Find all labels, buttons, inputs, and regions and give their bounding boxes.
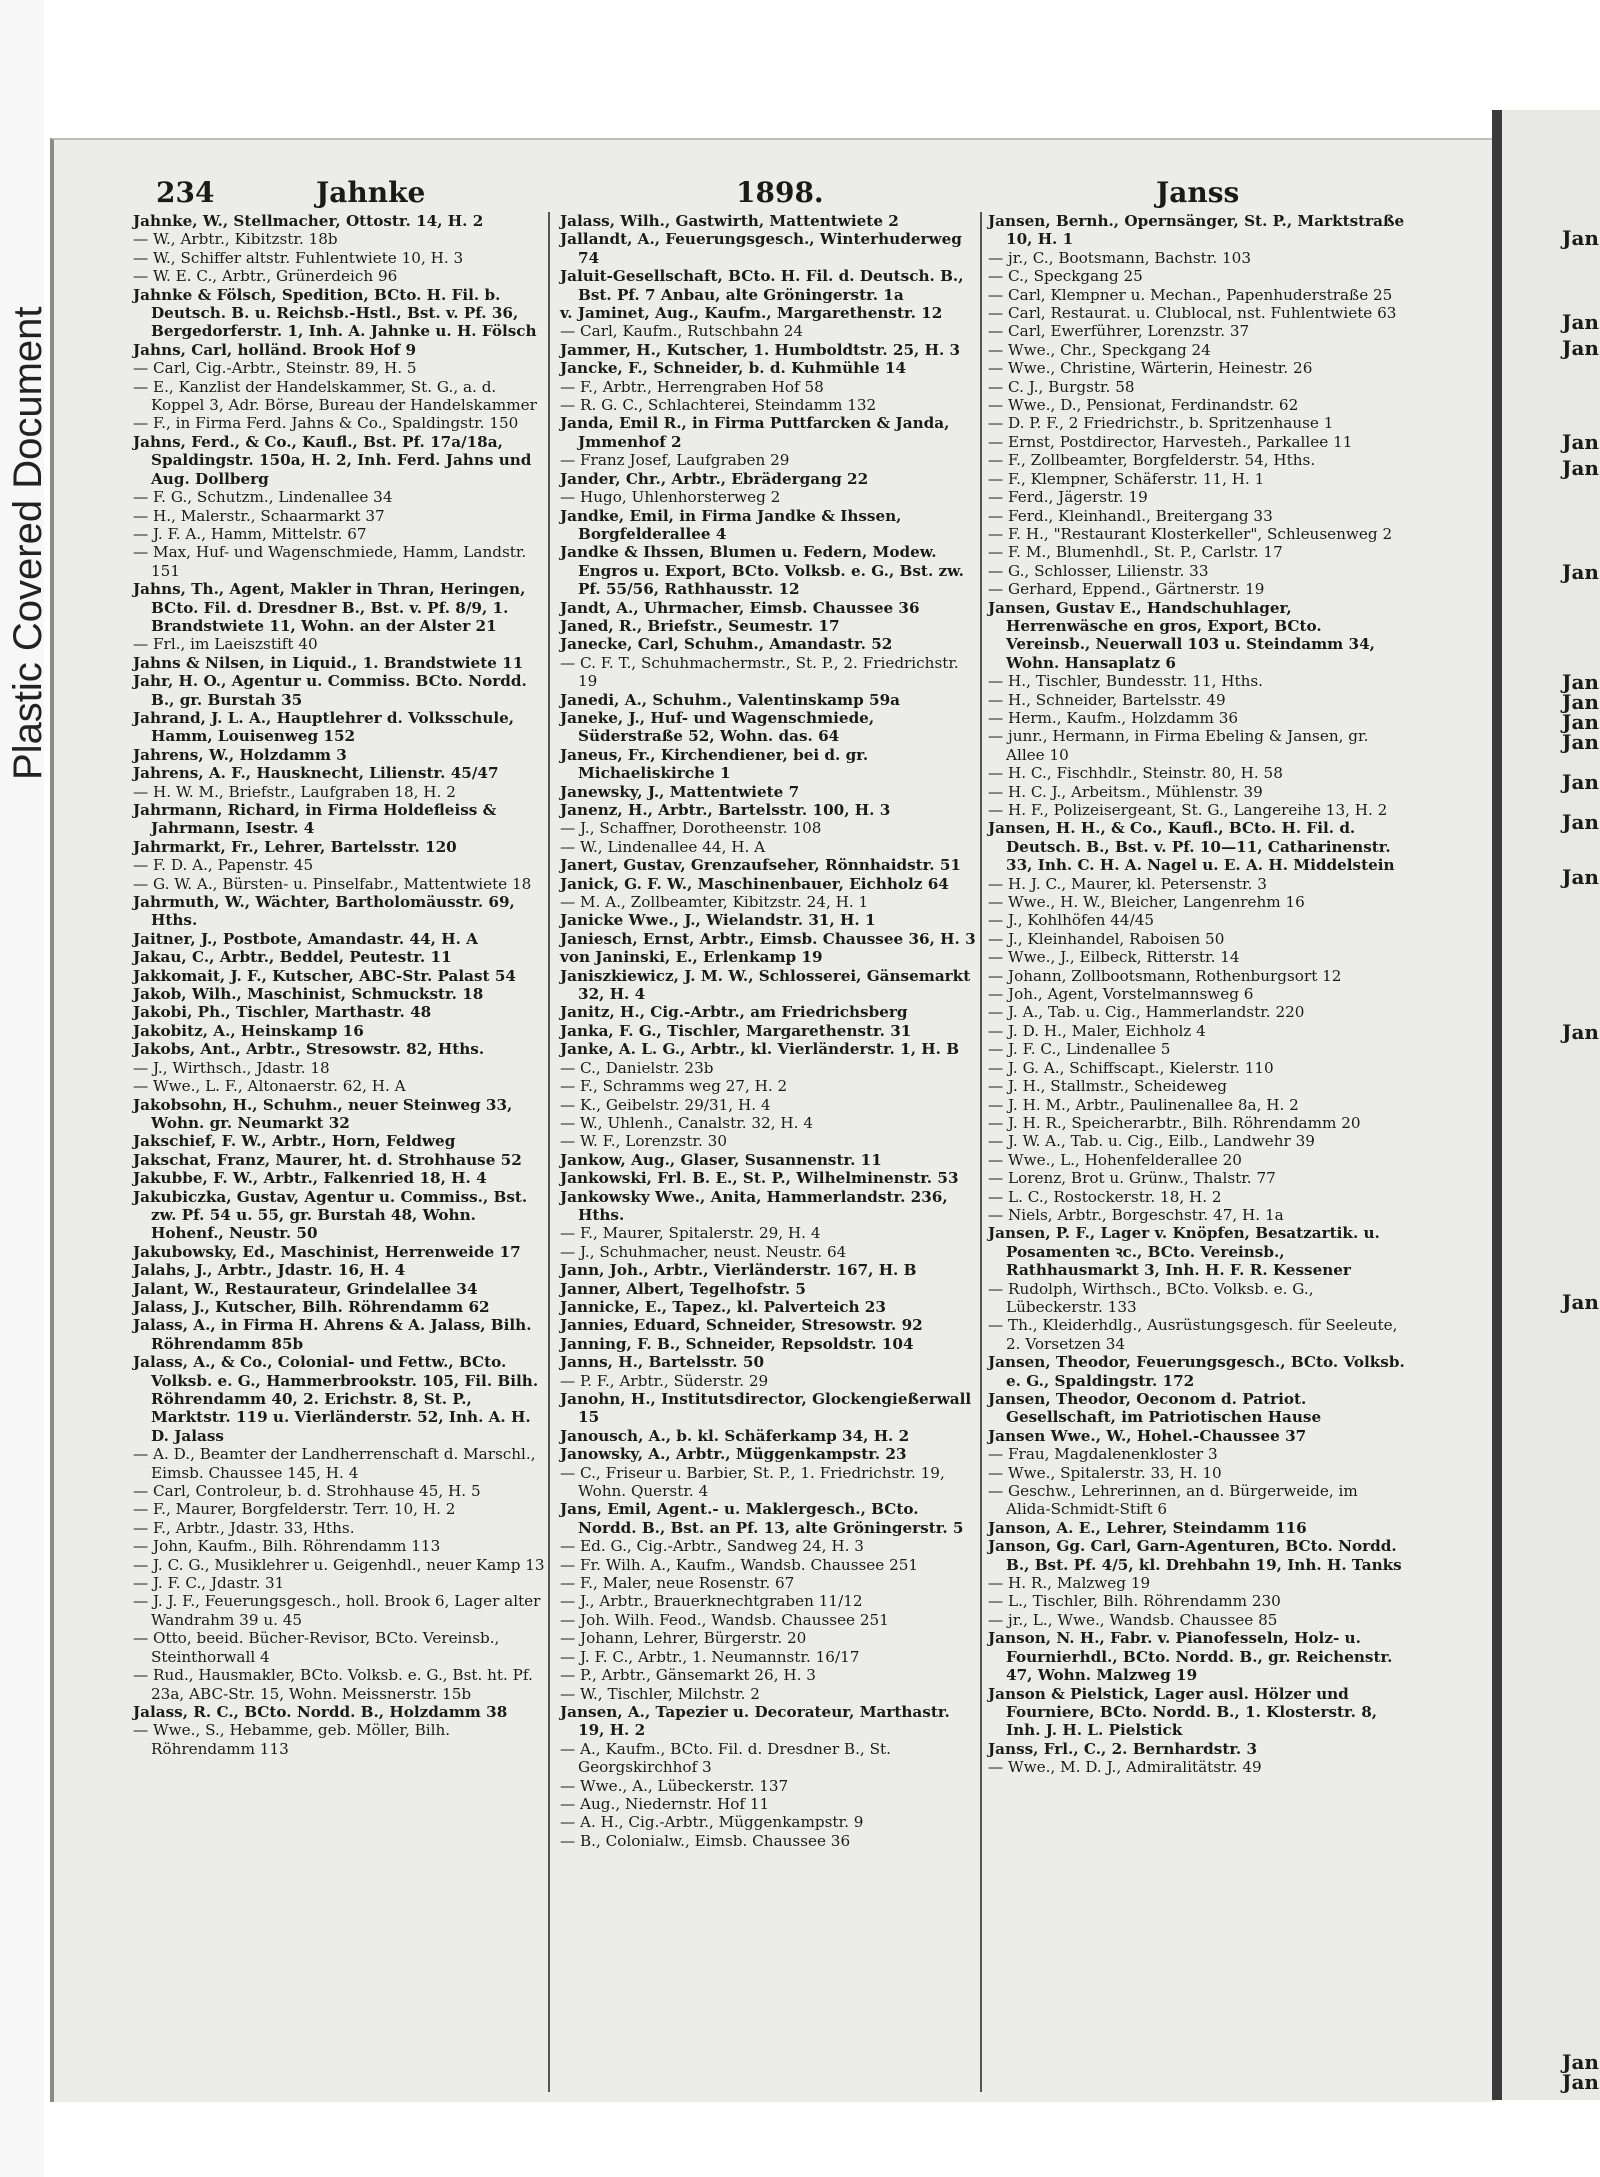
directory-entry: Janson, N. H., Fabr. v. Pianofesseln, Holz- u. Fournierhdl., BCto. Nordd. B., gr. Reichenstr. 47, Wohn. Malzweg 19 <box>988 1629 1393 1685</box>
directory-entry: — W., Lindenallee 44, H. A <box>560 837 766 856</box>
directory-entry: — J., Kohlhöfen 44/45 <box>988 911 1155 930</box>
directory-entry: — Joh. Wilh. Feod., Wandsb. Chaussee 251 <box>560 1610 889 1629</box>
directory-entry: — Otto, beeid. Bücher-Revisor, BCto. Vereinsb., Steinthorwall 4 <box>133 1629 500 1666</box>
directory-entry: — J. F. C., Lindenallee 5 <box>988 1040 1171 1059</box>
directory-entry: — Franz Josef, Laufgraben 29 <box>560 451 790 470</box>
directory-entry: — G. W. A., Bürsten- u. Pinselfabr., Mattentwiete 18 <box>133 874 532 893</box>
directory-entry: — Frau, Magdalenenkloster 3 <box>988 1445 1218 1464</box>
directory-entry: Janson, Gg. Carl, Garn-Agenturen, BCto. Nordd. B., Bst. Pf. 4/5, kl. Drehbahn 19, Inh. H. Tanks <box>988 1537 1402 1574</box>
directory-entry: Janeke, J., Huf- und Wagenschmiede, Süderstraße 52, Wohn. das. 64 <box>560 708 875 746</box>
directory-entry: Jakau, C., Arbtr., Beddel, Peutestr. 11 <box>133 948 452 967</box>
directory-entry: — Wwe., Chr., Speckgang 24 <box>988 340 1211 359</box>
directory-entry: — F., Maurer, Spitalerstr. 29, H. 4 <box>560 1224 821 1243</box>
directory-entry: Jakubiczka, Gustav, Agentur u. Commiss., Bst. zw. Pf. 54 u. 55, gr. Burstah 48, Wohn. Hohenf., Neustr. 50 <box>133 1187 528 1243</box>
directory-entry: — Frl., im Laeiszstift 40 <box>133 635 318 654</box>
directory-entry: Janitz, H., Cig.-Arbtr., am Friedrichsberg <box>560 1003 908 1022</box>
directory-entry: — J. F. C., Jdastr. 31 <box>133 1574 285 1593</box>
directory-entry: — H., Malerstr., Schaarmarkt 37 <box>133 506 385 525</box>
directory-entry: Jakobsohn, H., Schuhm., neuer Steinweg 33, Wohn. gr. Neumarkt 32 <box>133 1095 513 1132</box>
directory-entry: — Carl, Ewerführer, Lorenzstr. 37 <box>988 322 1250 341</box>
directory-entry: — Carl, Controleur, b. d. Strohhause 45, H. 5 <box>133 1482 481 1501</box>
directory-entry: — Lorenz, Brot u. Grünw., Thalstr. 77 <box>988 1169 1276 1188</box>
page-gutter <box>1492 110 1502 2100</box>
directory-entry: Jammer, H., Kutscher, 1. Humboldtstr. 25, H. 3 <box>560 340 961 359</box>
directory-entry: — J., Arbtr., Brauerknechtgraben 11/12 <box>560 1592 863 1611</box>
directory-entry: — Niels, Arbtr., Borgeschstr. 47, H. 1a <box>988 1205 1284 1224</box>
directory-entry: — F., Arbtr., Herrengraben Hof 58 <box>560 377 824 396</box>
directory-entry: — Geschw., Lehrerinnen, an d. Bürgerweide, im Alida-Schmidt-Stift 6 <box>988 1482 1358 1519</box>
directory-entry: — Ferd., Jägerstr. 19 <box>988 488 1148 507</box>
directory-entry: Janiesch, Ernst, Arbtr., Eimsb. Chaussee 36, H. 3 <box>560 929 976 948</box>
directory-entry: — H. C. J., Arbeitsm., Mühlenstr. 39 <box>988 782 1263 801</box>
directory-entry: — J. W. A., Tab. u. Cig., Eilb., Landwehr 39 <box>988 1132 1315 1151</box>
directory-entry: — H. C., Fischhdlr., Steinstr. 80, H. 58 <box>988 764 1283 783</box>
directory-entry: — Ed. G., Cig.-Arbtr., Sandweg 24, H. 3 <box>560 1537 864 1556</box>
directory-entry: — J., Kleinhandel, Raboisen 50 <box>988 929 1225 948</box>
directory-entry: — F., in Firma Ferd. Jahns & Co., Spaldingstr. 150 <box>133 414 519 433</box>
directory-entry: — W., Uhlenh., Canalstr. 32, H. 4 <box>560 1113 813 1132</box>
directory-entry: — C. J., Burgstr. 58 <box>988 377 1135 396</box>
directory-entry: — Joh., Agent, Vorstelmannsweg 6 <box>988 985 1254 1004</box>
directory-entry: — Carl, Cig.-Arbtr., Steinstr. 89, H. 5 <box>133 359 417 378</box>
directory-entry: Janda, Emil R., in Firma Puttfarcken & Janda, Jmmenhof 2 <box>560 414 950 451</box>
directory-entry: Janed, R., Briefstr., Seumestr. 17 <box>560 616 840 635</box>
directory-entry: — F., Arbtr., Jdastr. 33, Hths. <box>133 1518 355 1537</box>
directory-entry: — W. F., Lorenzstr. 30 <box>560 1132 728 1151</box>
left-catchword: Jahnke <box>316 176 426 209</box>
directory-entry: Jans, Emil, Agent.- u. Maklergesch., BCto. Nordd. B., Bst. an Pf. 13, alte Gröningerstr. 5 <box>560 1500 964 1537</box>
directory-entry: Jalant, W., Restaurateur, Grindelallee 34 <box>133 1279 478 1298</box>
directory-entry: — junr., Hermann, in Firma Ebeling & Jansen, gr. Allee 10 <box>988 727 1369 764</box>
directory-entry: Jander, Chr., Arbtr., Ebrädergang 22 <box>560 469 869 488</box>
column-middle <box>560 212 978 1850</box>
running-head <box>146 176 1416 216</box>
directory-entry: — B., Colonialw., Eimsb. Chaussee 36 <box>560 1831 851 1850</box>
directory-entry: Jahrmuth, W., Wächter, Bartholomäusstr. 69, Hths. <box>133 893 515 930</box>
directory-entry: — Wwe., J., Eilbeck, Ritterstr. 14 <box>988 948 1240 967</box>
directory-entry: Janowsky, A., Arbtr., Müggenkampstr. 23 <box>560 1445 907 1464</box>
directory-entry: Janning, F. B., Schneider, Repsoldstr. 104 <box>560 1334 914 1353</box>
directory-entry: — A. D., Beamter der Landherrenschaft d. Marschl., Eimsb. Chaussee 145, H. 4 <box>133 1445 536 1482</box>
directory-entry: Jahrens, W., Holzdamm 3 <box>133 745 347 764</box>
directory-entry: — F. D. A., Papenstr. 45 <box>133 856 314 875</box>
directory-entry: — F., Maler, neue Rosenstr. 67 <box>560 1574 795 1593</box>
directory-entry: Janick, G. F. W., Maschinenbauer, Eichholz 64 <box>560 874 949 893</box>
directory-entry: — F., Zollbeamter, Borgfelderstr. 54, Hths. <box>988 451 1316 470</box>
directory-entry: Jansen, Gustav E., Handschuhlager, Herrenwäsche en gros, Export, BCto. Vereinsb., Neuerwall 103 u. Steindamm 34, Wohn. Hansaplatz 6 <box>988 598 1375 672</box>
directory-entry: — C. F. T., Schuhmachermstr., St. P., 2. Friedrichstr. 19 <box>560 653 959 691</box>
directory-entry: Jahns, Carl, holländ. Brook Hof 9 <box>133 340 417 359</box>
directory-entry: Janns, H., Bartelsstr. 50 <box>560 1353 765 1372</box>
directory-entry: Jalass, A., in Firma H. Ahrens & A. Jalass, Bilh. Röhrendamm 85b <box>133 1316 532 1353</box>
column-left <box>133 212 551 1758</box>
directory-entry: — Rud., Hausmakler, BCto. Volksb. e. G., Bst. ht. Pf. 23a, ABC-Str. 15, Wohn. Meissnerstr. 15b <box>133 1666 533 1703</box>
directory-entry: Jannicke, E., Tapez., kl. Palverteich 23 <box>560 1297 886 1316</box>
directory-entry: Jansen, Theodor, Feuerungsgesch., BCto. Volksb. e. G., Spaldingstr. 172 <box>988 1353 1405 1390</box>
directory-entry: — Hugo, Uhlenhorsterweg 2 <box>560 488 781 507</box>
directory-entry: Jakob, Wilh., Maschinist, Schmuckstr. 18 <box>133 985 484 1004</box>
directory-entry: Jakubbe, F. W., Arbtr., Falkenried 18, H. 4 <box>133 1169 487 1188</box>
directory-entry: Jankow, Aug., Glaser, Susannenstr. 11 <box>560 1150 882 1169</box>
directory-entry: — K., Geibelstr. 29/31, H. 4 <box>560 1095 771 1114</box>
directory-entry: Jalahs, J., Arbtr., Jdastr. 16, H. 4 <box>133 1261 406 1280</box>
directory-entry: — F. G., Schutzm., Lindenallee 34 <box>133 488 393 507</box>
directory-entry: Jansen, Bernh., Opernsänger, St. P., Marktstraße 10, H. 1 <box>988 212 1405 249</box>
directory-entry: Jansen Wwe., W., Hohel.-Chaussee 37 <box>988 1426 1307 1445</box>
directory-entry: — L., Tischler, Bilh. Röhrendamm 230 <box>988 1592 1281 1611</box>
directory-entry: Janson, A. E., Lehrer, Steindamm 116 <box>988 1518 1307 1537</box>
directory-entry: Janohn, H., Institutsdirector, Glockengießerwall 15 <box>560 1390 972 1427</box>
directory-entry: Janss, Frl., C., 2. Bernhardstr. 3 <box>988 1739 1258 1758</box>
directory-entry: Jankowsky Wwe., Anita, Hammerlandstr. 236, Hths. <box>560 1187 948 1224</box>
directory-entry: — H. F., Polizeisergeant, St. G., Langereihe 13, H. 2 <box>988 801 1388 819</box>
directory-entry: Jaitner, J., Postbote, Amandastr. 44, H. A <box>133 929 478 948</box>
directory-entry: Jansen, P. F., Lager v. Knöpfen, Besatzartik. u. Posamenten ꝛc., BCto. Vereinsb., Rathhausmarkt 3, Inh. H. F. R. Kessener <box>988 1224 1380 1280</box>
directory-entry: — H. R., Malzweg 19 <box>988 1574 1151 1593</box>
directory-entry: Jahns, Th., Agent, Makler in Thran, Heringen, BCto. Fil. d. Dresdner B., Bst. v. Pf. 8/9, 1. Brandstwiete 11, Wohn. an der Alster 21 <box>133 580 526 635</box>
directory-entry: — J. F. A., Hamm, Mittelstr. 67 <box>133 524 367 543</box>
directory-entry: v. Jaminet, Aug., Kaufm., Margarethenstr. 12 <box>560 304 943 323</box>
directory-entry: — H., Tischler, Bundesstr. 11, Hths. <box>988 672 1264 691</box>
scan-margin <box>0 0 50 2177</box>
year-heading: 1898. <box>736 176 824 209</box>
directory-entry: Janert, Gustav, Grenzaufseher, Rönnhaidstr. 51 <box>560 856 961 875</box>
directory-entry: Jahns & Nilsen, in Liquid., 1. Brandstwiete 11 <box>133 653 524 672</box>
directory-entry: — J. C. G., Musiklehrer u. Geigenhdl., neuer Kamp 13 <box>133 1555 545 1574</box>
directory-entry: — J. D. H., Maler, Eichholz 4 <box>988 1021 1206 1040</box>
directory-entry: — J. F. C., Arbtr., 1. Neumannstr. 16/17 <box>560 1647 860 1666</box>
directory-entry: — F., Schramms weg 27, H. 2 <box>560 1077 788 1096</box>
directory-entry: Jahrens, A. F., Hausknecht, Lilienstr. 45/47 <box>133 764 499 783</box>
directory-entry: — Johann, Lehrer, Bürgerstr. 20 <box>560 1629 807 1648</box>
directory-entry: — W., Arbtr., Kibitzstr. 18b <box>133 230 338 249</box>
directory-entry: — Wwe., L. F., Altonaerstr. 62, H. A <box>133 1077 406 1096</box>
directory-entry: Janicke Wwe., J., Wielandstr. 31, H. 1 <box>560 911 876 930</box>
directory-entry: — Wwe., A., Lübeckerstr. 137 <box>560 1776 789 1795</box>
directory-entry: Jansen, A., Tapezier u. Decorateur, Marthastr. 19, H. 2 <box>560 1702 950 1740</box>
directory-entry: — F. H., "Restaurant Klosterkeller", Schleusenweg 2 <box>988 524 1393 543</box>
directory-entry: Jahrmarkt, Fr., Lehrer, Bartelsstr. 120 <box>133 837 457 856</box>
directory-entry: — E., Kanzlist der Handelskammer, St. G., a. d. Koppel 3, Adr. Börse, Bureau der Handelskammer <box>133 377 537 415</box>
directory-entry: Jannies, Eduard, Schneider, Stresowstr. 92 <box>560 1316 923 1335</box>
directory-entry: — Rudolph, Wirthsch., BCto. Volksb. e. G., Lübeckerstr. 133 <box>988 1279 1314 1316</box>
directory-entry: — Wwe., M. D. J., Admiralitätstr. 49 <box>988 1758 1262 1777</box>
directory-entry: Jallandt, A., Feuerungsgesch., Winterhuderweg 74 <box>560 230 962 267</box>
directory-entry: — J. H. M., Arbtr., Paulinenallee 8a, H. 2 <box>988 1095 1299 1114</box>
directory-entry: — P. F., Arbtr., Süderstr. 29 <box>560 1371 769 1390</box>
directory-entry: Jakobitz, A., Heinskamp 16 <box>133 1021 364 1040</box>
directory-entry: — J. A., Tab. u. Cig., Hammerlandstr. 220 <box>988 1003 1305 1022</box>
directory-entry: — P., Arbtr., Gänsemarkt 26, H. 3 <box>560 1666 816 1685</box>
right-catchword: Janss <box>1156 176 1240 209</box>
directory-entry: — John, Kaufm., Bilh. Röhrendamm 113 <box>133 1537 441 1556</box>
directory-entry: — W., Schiffer altstr. Fuhlentwiete 10, H. 3 <box>133 248 464 267</box>
page-number: 234 <box>156 176 215 209</box>
directory-entry: Janiszkiewicz, J. M. W., Schlosserei, Gänsemarkt 32, H. 4 <box>560 966 971 1004</box>
directory-entry: — Ernst, Postdirector, Harvesteh., Parkallee 11 <box>988 432 1353 451</box>
directory-entry: — J., Wirthsch., Jdastr. 18 <box>133 1058 330 1077</box>
directory-entry: Jakkomait, J. F., Kutscher, ABC-Str. Palast 54 <box>133 966 516 985</box>
directory-entry: Jakschief, F. W., Arbtr., Horn, Feldweg <box>133 1132 456 1151</box>
directory-entry: — jr., L., Wwe., Wandsb. Chaussee 85 <box>988 1610 1278 1629</box>
directory-entry: — Carl, Klempner u. Mechan., Papenhuderstraße 25 <box>988 285 1393 304</box>
directory-entry: — Wwe., Christine, Wärterin, Heinestr. 26 <box>988 359 1313 378</box>
directory-entry: — Wwe., Spitalerstr. 33, H. 10 <box>988 1463 1222 1482</box>
side-label: Plastic Covered Document <box>6 306 50 780</box>
directory-entry: — Max, Huf- und Wagenschmiede, Hamm, Landstr. 151 <box>133 543 527 580</box>
directory-entry: — D. P. F., 2 Friedrichstr., b. Spritzenhause 1 <box>988 414 1334 433</box>
directory-entry: Janke, A. L. G., Arbtr., kl. Vierländerstr. 1, H. B <box>560 1040 960 1059</box>
directory-entry: Jahrmann, Richard, in Firma Holdefleiss & Jahrmann, Isestr. 4 <box>133 801 497 838</box>
directory-entry: Janson & Pielstick, Lager ausl. Hölzer und Fourniere, BCto. Nordd. B., 1. Klosterstr. 8, Inh. J. H. L. Pielstick <box>988 1684 1378 1740</box>
directory-entry: — J. H., Stallmstr., Scheideweg <box>988 1077 1227 1096</box>
directory-entry: — C., Speckgang 25 <box>988 267 1143 286</box>
directory-entry: Jankowski, Frl. B. E., St. P., Wilhelminenstr. 53 <box>560 1169 959 1188</box>
directory-entry: — W., Tischler, Milchstr. 2 <box>560 1684 760 1703</box>
directory-entry: — Carl, Kaufm., Rutschbahn 24 <box>560 322 804 341</box>
directory-entry: Jandke, Emil, in Firma Jandke & Ihssen, Borgfelderallee 4 <box>560 506 902 543</box>
directory-entry: Jalass, J., Kutscher, Bilh. Röhrendamm 62 <box>133 1297 490 1316</box>
directory-entry: Jakobs, Ant., Arbtr., Stresowstr. 82, Hths. <box>133 1040 485 1059</box>
column-rule <box>980 212 982 2092</box>
directory-entry: Jakubowsky, Ed., Maschinist, Herrenweide 17 <box>133 1242 521 1261</box>
directory-entry: Janecke, Carl, Schuhm., Amandastr. 52 <box>560 635 893 654</box>
directory-entry: — Carl, Restaurat. u. Clublocal, nst. Fuhlentwiete 63 <box>988 304 1397 323</box>
directory-entry: — H., Schneider, Bartelsstr. 49 <box>988 690 1226 709</box>
directory-entry: — A., Kaufm., BCto. Fil. d. Dresdner B., St. Georgskirchhof 3 <box>560 1739 891 1777</box>
directory-entry: Jann, Joh., Arbtr., Vierländerstr. 167, H. B <box>560 1261 917 1280</box>
directory-entry: — H. W. M., Briefstr., Laufgraben 18, H. 2 <box>133 782 456 801</box>
directory-entry: — L. C., Rostockerstr. 18, H. 2 <box>988 1187 1222 1206</box>
directory-entry: — F., Klempner, Schäferstr. 11, H. 1 <box>988 469 1265 488</box>
directory-entry: — C., Danielstr. 23b <box>560 1058 714 1077</box>
directory-entry: — jr., C., Bootsmann, Bachstr. 103 <box>988 248 1252 267</box>
directory-entry: — Ferd., Kleinhandl., Breitergang 33 <box>988 506 1273 525</box>
directory-entry: — J. G. A., Schiffscapt., Kielerstr. 110 <box>988 1058 1274 1077</box>
directory-entry: — Johann, Zollbootsmann, Rothenburgsort 12 <box>988 966 1342 985</box>
directory-entry: — Herm., Kaufm., Holzdamm 36 <box>988 708 1239 727</box>
next-page-fragment: Jan Jan Jan Jan Jan Jan Jan Jan Jan Jan Jan Jan Jan Jan Jan Jan Jan <box>1502 110 1600 2100</box>
directory-entry: Jansen, Theodor, Oeconom d. Patriot. Gesellschaft, im Patriotischen Hause <box>988 1390 1322 1427</box>
directory-entry: Jalass, R. C., BCto. Nordd. B., Holzdamm 38 <box>133 1702 508 1721</box>
directory-entry: Janeus, Fr., Kirchendiener, bei d. gr. Michaeliskirche 1 <box>560 745 869 783</box>
directory-entry: von Janinski, E., Erlenkamp 19 <box>560 948 823 967</box>
directory-entry: — R. G. C., Schlachterei, Steindamm 132 <box>560 396 877 415</box>
directory-entry: Jahns, Ferd., & Co., Kaufl., Bst. Pf. 17a/18a, Spaldingstr. 150a, H. 2, Inh. Ferd. Jahns und Aug. Dollberg <box>133 432 532 488</box>
directory-entry: Jansen, H. H., & Co., Kaufl., BCto. H. Fil. d. Deutsch. B., Bst. v. Pf. 10—11, Catharinenstr. 33, Inh. C. H. A. Nagel u. E. A. H. Middelstein <box>988 819 1395 875</box>
directory-entry: — J. J. F., Feuerungsgesch., holl. Brook 6, Lager alter Wandrahm 39 u. 45 <box>133 1592 541 1629</box>
directory-entry: Jalass, A., & Co., Colonial- und Fettw., BCto. Volksb. e. G., Hammerbrookstr. 105, Fil. Bilh. Röhrendamm 40, 2. Erichstr. 8, St. P., Marktstr. 119 u. Vierländerstr. 52, Inh. A. H. D. Jalass <box>133 1353 539 1445</box>
directory-entry: — Wwe., D., Pensionat, Ferdinandstr. 62 <box>988 396 1299 415</box>
directory-entry: — J. H. R., Speicherarbtr., Bilh. Röhrendamm 20 <box>988 1113 1361 1132</box>
directory-entry: Janedi, A., Schuhm., Valentinskamp 59a <box>560 690 901 709</box>
directory-entry: Jakobi, Ph., Tischler, Marthastr. 48 <box>133 1003 432 1022</box>
directory-entry: Jandke & Ihssen, Blumen u. Federn, Modew. Engros u. Export, BCto. Volksb. e. G., Bst. zw. Pf. 55/56, Rathhausstr. 12 <box>560 543 964 599</box>
directory-entry: Jalass, Wilh., Gastwirth, Mattentwiete 2 <box>560 212 899 230</box>
directory-entry: Jahr, H. O., Agentur u. Commiss. BCto. Nordd. B., gr. Burstah 35 <box>133 672 527 709</box>
directory-entry: Jahnke & Fölsch, Spedition, BCto. H. Fil. b. Deutsch. B. u. Reichsb.-Hstl., Bst. v. Pf. 36, Bergedorferstr. 1, Inh. A. Jahnke u. H. Fölsch <box>133 285 537 341</box>
directory-entry: — F., Maurer, Borgfelderstr. Terr. 10, H. 2 <box>133 1500 456 1519</box>
directory-entry: — Th., Kleiderhdlg., Ausrüstungsgesch. für Seeleute, 2. Vorsetzen 34 <box>988 1316 1398 1353</box>
directory-entry: — A. H., Cig.-Arbtr., Müggenkampstr. 9 <box>560 1813 864 1832</box>
directory-entry: — C., Friseur u. Barbier, St. P., 1. Friedrichstr. 19, Wohn. Querstr. 4 <box>560 1463 945 1501</box>
directory-entry: — H. J. C., Maurer, kl. Petersenstr. 3 <box>988 874 1267 893</box>
directory-entry: Jaluit-Gesellschaft, BCto. H. Fil. d. Deutsch. B., Bst. Pf. 7 Anbau, alte Gröningerstr. 1a <box>560 267 964 304</box>
directory-entry: Janousch, A., b. kl. Schäferkamp 34, H. 2 <box>560 1426 910 1445</box>
directory-entry: — W. E. C., Arbtr., Grünerdeich 96 <box>133 267 398 286</box>
directory-entry: — Wwe., S., Hebamme, geb. Möller, Bilh. Röhrendamm 113 <box>133 1721 451 1758</box>
directory-entry: — Wwe., H. W., Bleicher, Langenrehm 16 <box>988 893 1305 912</box>
directory-entry: — J., Schuhmacher, neust. Neustr. 64 <box>560 1242 847 1261</box>
directory-entry: Jancke, F., Schneider, b. d. Kuhmühle 14 <box>560 359 907 378</box>
directory-entry: — Fr. Wilh. A., Kaufm., Wandsb. Chaussee 251 <box>560 1555 919 1574</box>
directory-entry: — G., Schlosser, Lilienstr. 33 <box>988 561 1209 580</box>
directory-entry: Janenz, H., Arbtr., Bartelsstr. 100, H. 3 <box>560 801 891 819</box>
directory-entry: Jakschat, Franz, Maurer, ht. d. Strohhause 52 <box>133 1150 522 1169</box>
directory-entry: Janewsky, J., Mattentwiete 7 <box>560 782 800 801</box>
directory-entry: Jahrand, J. L. A., Hauptlehrer d. Volksschule, Hamm, Louisenweg 152 <box>133 708 515 746</box>
directory-entry: — Aug., Niedernstr. Hof 11 <box>560 1794 770 1813</box>
directory-entry: Jandt, A., Uhrmacher, Eimsb. Chaussee 36 <box>560 598 920 617</box>
directory-entry: Janka, F. G., Tischler, Margarethenstr. 31 <box>560 1021 912 1040</box>
directory-entry: — Wwe., L., Hohenfelderallee 20 <box>988 1150 1242 1169</box>
directory-entry: Jahnke, W., Stellmacher, Ottostr. 14, H. 2 <box>133 212 484 230</box>
directory-entry: — Gerhard, Eppend., Gärtnerstr. 19 <box>988 580 1265 599</box>
directory-entry: — F. M., Blumenhdl., St. P., Carlstr. 17 <box>988 543 1283 562</box>
column-right <box>988 212 1406 1777</box>
directory-entry: Janner, Albert, Tegelhofstr. 5 <box>560 1279 806 1298</box>
directory-entry: — J., Schaffner, Dorotheenstr. 108 <box>560 819 822 838</box>
directory-entry: — M. A., Zollbeamter, Kibitzstr. 24, H. 1 <box>560 893 869 912</box>
